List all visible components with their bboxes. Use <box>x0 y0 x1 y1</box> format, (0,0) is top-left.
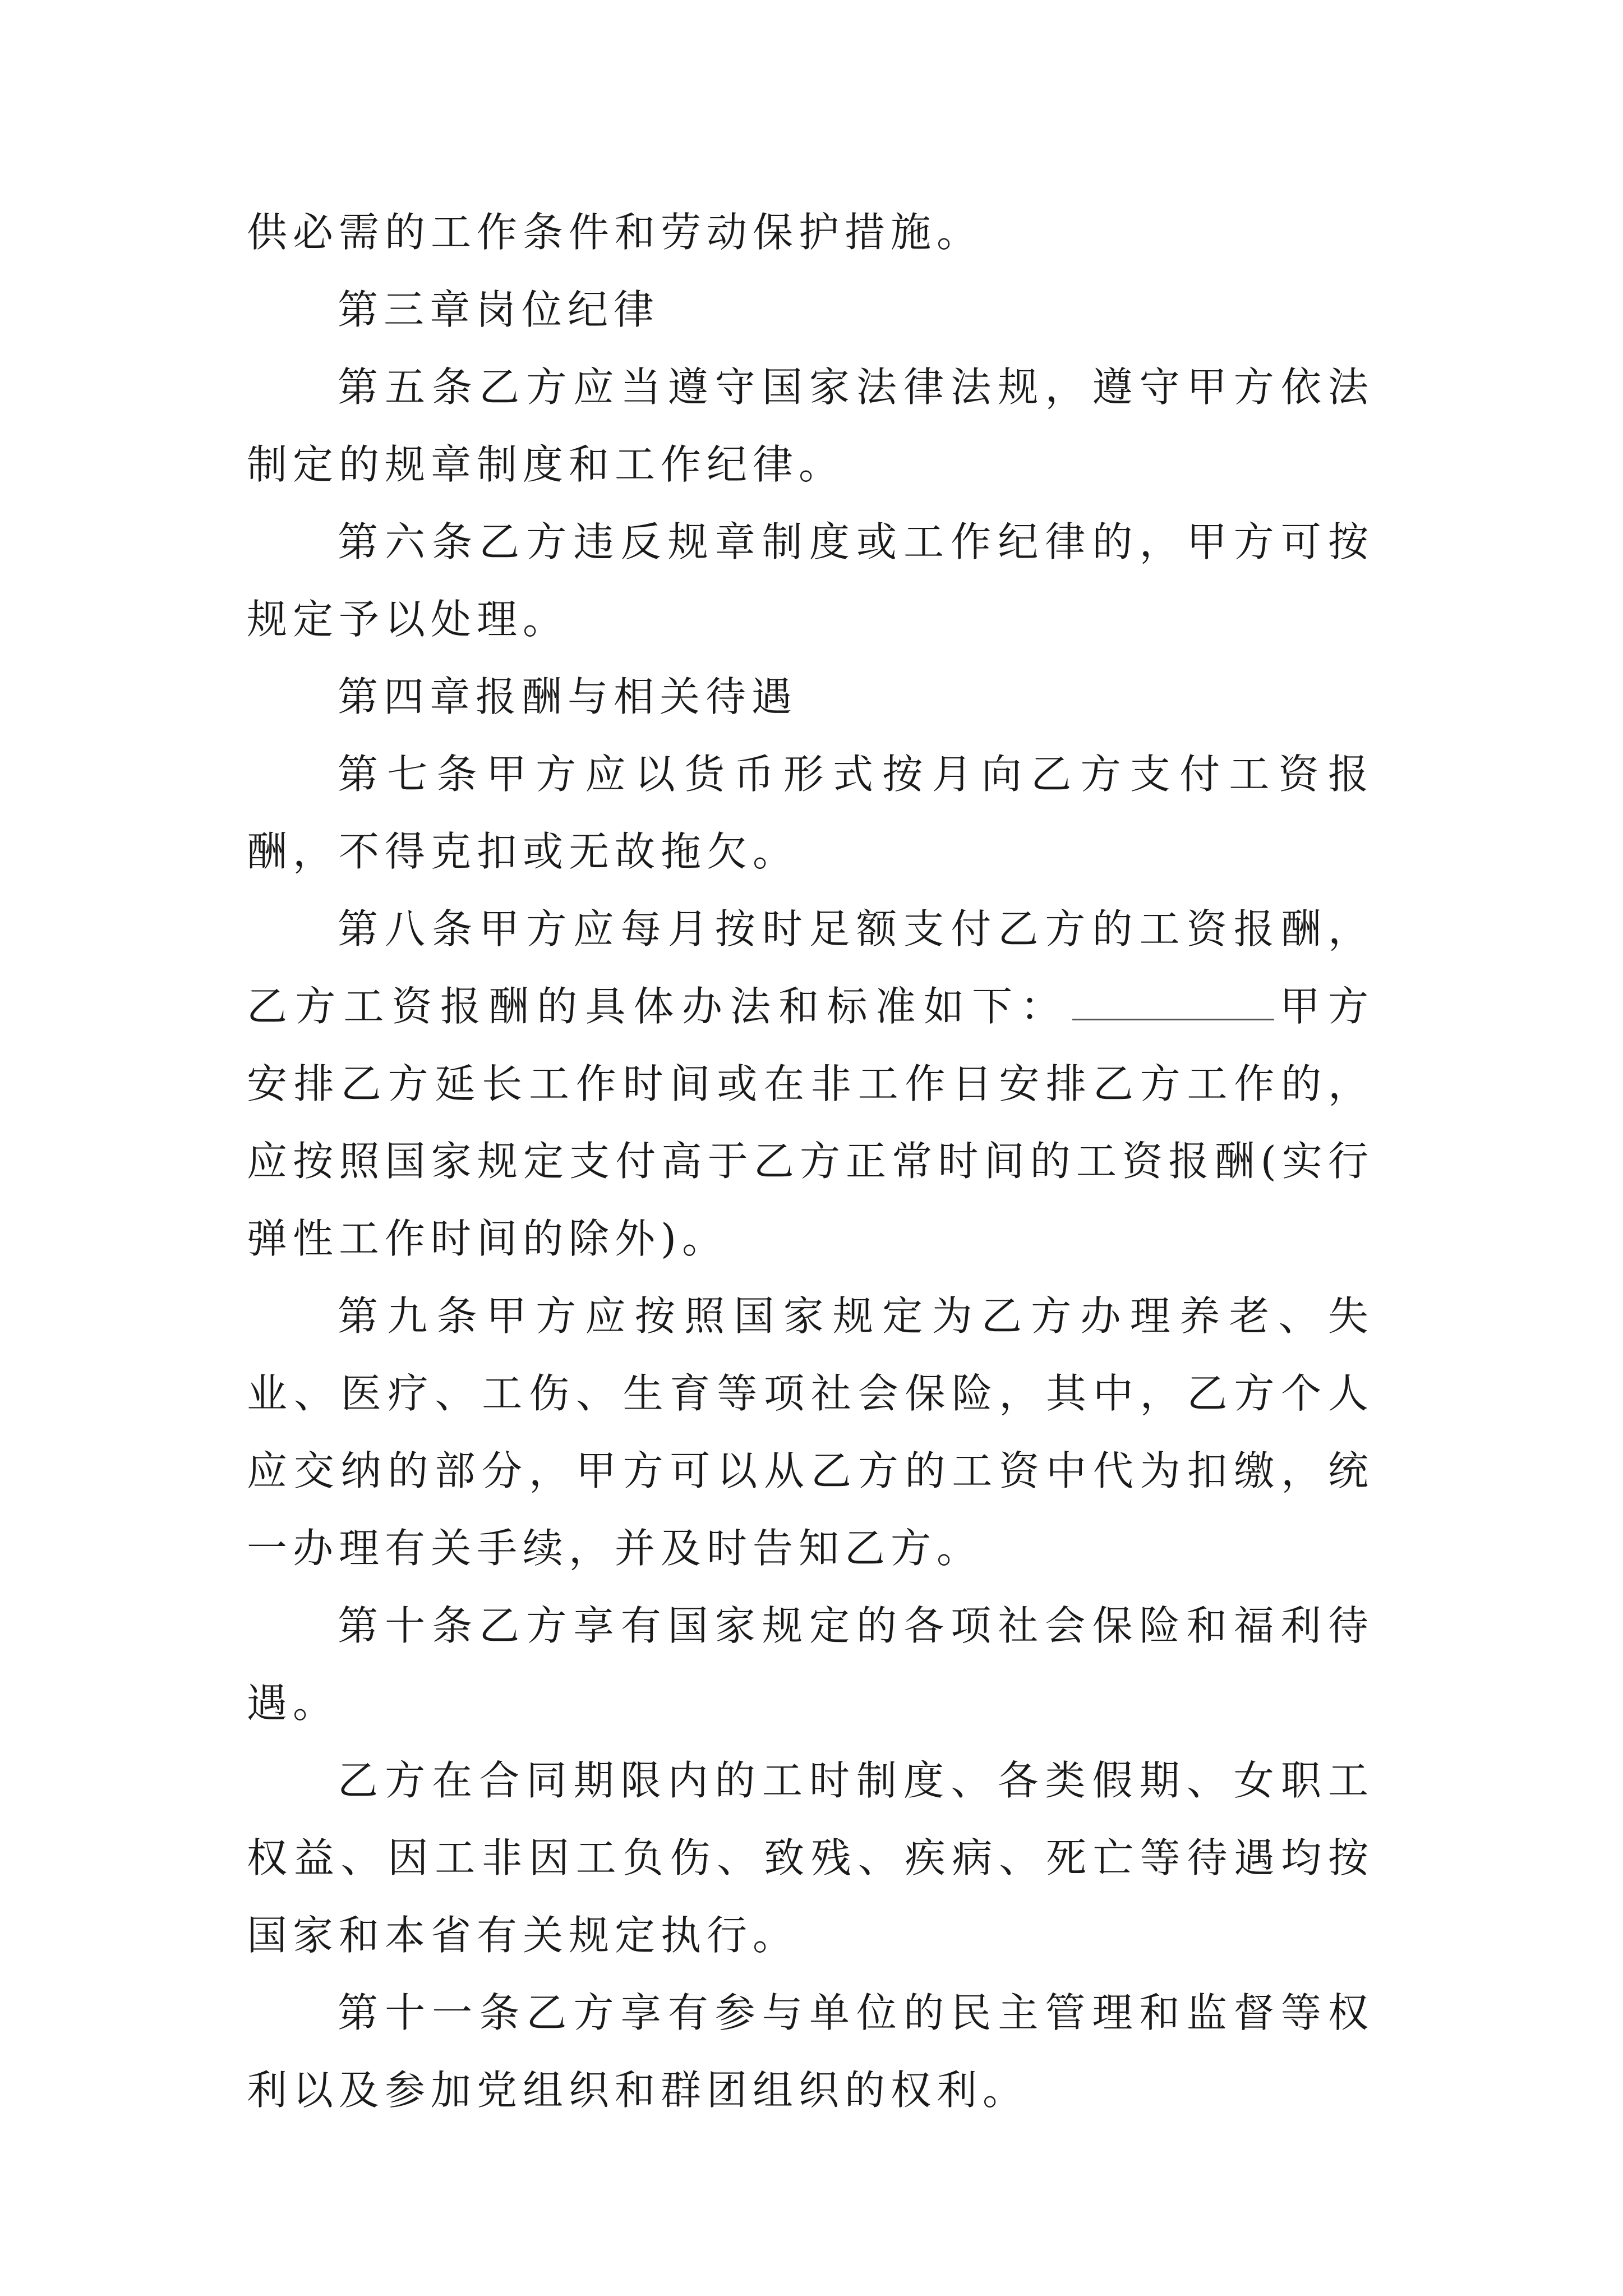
article-7: 第七条甲方应以货币形式按月向乙方支付工资报酬，不得克扣或无故拖欠。 <box>247 751 1374 875</box>
article-8 <box>247 890 1374 1277</box>
article-9: 第九条甲方应按照国家规定为乙方办理养老、失业、医疗、工伤、生育等项社会保险，其中，乙方个人应交纳的部分，甲方可以从乙方的工资中代为扣缴，统一办理有关手续，并及时告知乙方。 <box>247 1292 1374 1572</box>
article-5: 第五条乙方应当遵守国家法律法规，遵守甲方依法制定的规章制度和工作纪律。 <box>247 364 1374 488</box>
fill-in-blank <box>1072 985 1274 1020</box>
article-10-continuation: 乙方在合同期限内的工时制度、各类假期、女职工权益、因工非因工负伤、致残、疾病、死亡等待遇均按国家和本省有关规定执行。 <box>247 1757 1374 1959</box>
document-body <box>247 194 1374 2129</box>
article-8-part-a: 第八条甲方应每月按时足额支付乙方的工资报酬，乙方工资报酬的具体办法和标准如下： <box>247 905 1374 1030</box>
chapter-3-title: 第三章岗位纪律 <box>338 286 660 333</box>
article-11: 第十一条乙方享有参与单位的民主管理和监督等权利以及参加党组织和群团组织的权利。 <box>247 1989 1374 2114</box>
article-6: 第六条乙方违反规章制度或工作纪律的，甲方可按规定予以处理。 <box>247 518 1374 643</box>
article-8-part-b: 甲方安排乙方延长工作时间或在非工作日安排乙方工作的，应按照国家规定支付高于乙方正常时间的工资报酬(实行弹性工作时间的除外)。 <box>247 983 1374 1262</box>
paragraph-continuation: 供必需的工作条件和劳动保护措施。 <box>247 209 983 256</box>
article-10: 第十条乙方享有国家规定的各项社会保险和福利待遇。 <box>247 1602 1374 1727</box>
chapter-4-title: 第四章报酬与相关待遇 <box>338 673 798 720</box>
